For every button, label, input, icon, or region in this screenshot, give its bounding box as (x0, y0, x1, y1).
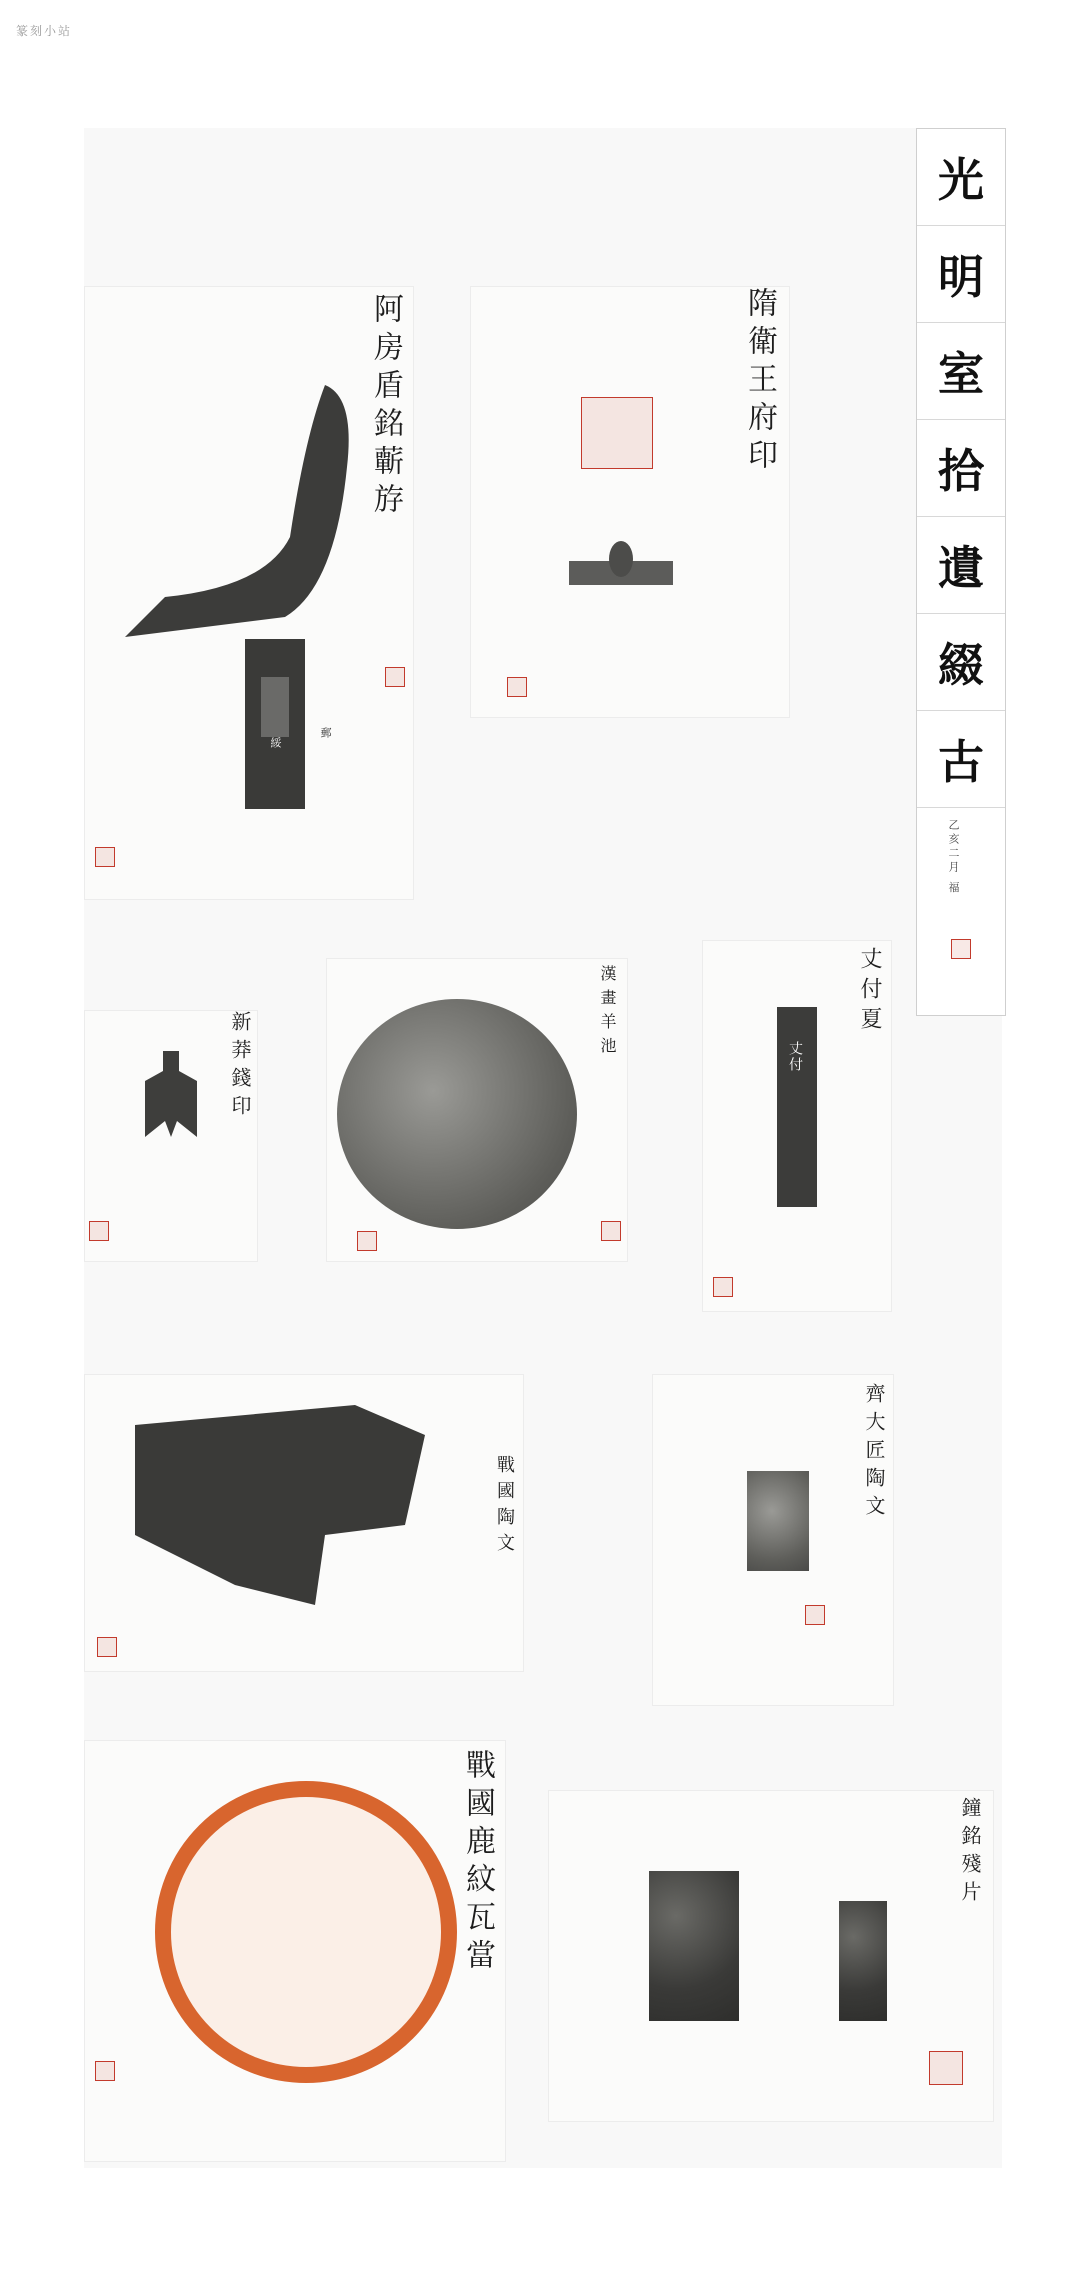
panel-spade-coin (84, 1010, 258, 1262)
panel-pottery-shard (84, 1374, 524, 1672)
title-seal (951, 939, 971, 959)
pottery-shard-rubbing (115, 1385, 445, 1625)
round-rubbing (337, 999, 577, 1229)
panel2-seal-impression (581, 397, 653, 469)
panel1-seal-2 (385, 667, 405, 687)
panel7-seal (805, 1605, 825, 1625)
panel9-rubbing-2 (839, 1901, 887, 2021)
panel7-title: 齊大匠陶文 (862, 1383, 886, 1523)
title-char-1: 光 (917, 129, 1005, 226)
panel1-inset: 綏 (269, 737, 282, 750)
panel5-seal-text: 丈付 (787, 1041, 803, 1073)
main-title-column (916, 128, 1006, 1016)
title-char-4: 拾 (917, 420, 1005, 517)
panel3-title: 新莽錢印 (228, 1011, 252, 1123)
panel2-title: 隋衛王府印 (742, 287, 777, 477)
panel-craftsman (652, 1374, 894, 1706)
panel9-seal (929, 2051, 963, 2085)
seal-object-drawing (561, 533, 681, 613)
panel6-title: 戰國陶文 (494, 1455, 515, 1559)
panel1-glyph: 郵 (319, 727, 332, 740)
panel4-seal-2 (601, 1221, 621, 1241)
panel4-title: 漢畫羊池 (598, 965, 617, 1061)
panel5-seal (713, 1277, 733, 1297)
panel9-rubbing-1 (649, 1871, 739, 2021)
panel-halberd (84, 286, 414, 900)
panel-deer-tile (84, 1740, 506, 2162)
panel-zhangfu (702, 940, 892, 1312)
panel-bell-fragment (548, 1790, 994, 2122)
panel3-seal (89, 1221, 109, 1241)
panel7-rubbing (747, 1471, 809, 1571)
panel4-seal (357, 1231, 377, 1251)
panel8-title: 戰國鹿紋瓦當 (460, 1749, 495, 1977)
panel2-seal-2 (507, 677, 527, 697)
panel5-rubbing-strip (777, 1007, 817, 1207)
title-char-7: 古 (917, 711, 1005, 808)
title-char-5: 遺 (917, 517, 1005, 614)
panel-sui-seal (470, 286, 790, 718)
spade-coin-rubbing (141, 1051, 201, 1141)
panel5-title: 丈付夏 (857, 947, 882, 1037)
panel1-seal-1 (95, 847, 115, 867)
panel9-title: 鐘銘殘片 (958, 1797, 982, 1909)
title-char-6: 綴 (917, 614, 1005, 711)
title-char-3: 室 (917, 323, 1005, 420)
panel8-seal (95, 2061, 115, 2081)
watermark: 篆刻小站 (16, 24, 73, 38)
title-char-2: 明 (917, 226, 1005, 323)
panel-round-relief (326, 958, 628, 1262)
panel6-seal (97, 1637, 117, 1657)
title-note: 乙亥二月 福 (947, 819, 960, 896)
deer-tile-rubbing (155, 1781, 457, 2083)
panel1-title: 阿房盾銘蘄斿 (368, 293, 403, 521)
